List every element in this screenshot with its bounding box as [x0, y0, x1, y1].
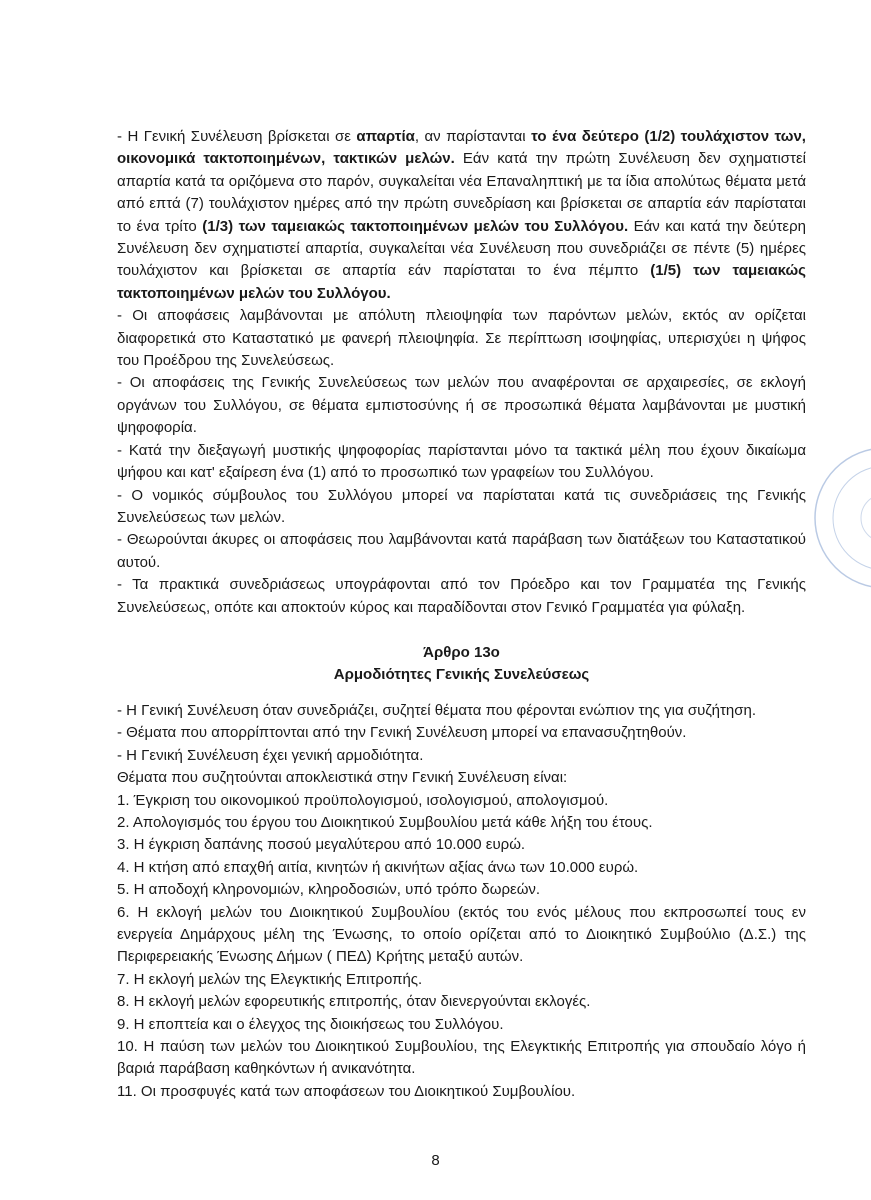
paragraph: - Η Γενική Συνέλευση όταν συνεδριάζει, συζητεί θέματα που φέρονται ενώπιον της για συζήτηση.: [117, 701, 757, 719]
text-run: Εάν και κατά την δεύτερη Συνέλευση δεν σχηματιστεί απαρτία, συγκαλείται νέα Συνέλευση που συνεδριάζει σε πέντε (5) ημέρες τουλάχιστον και βρίσκεται σε απαρτία εάν παρίσταται το ένα πέμπτο: [117, 217, 806, 280]
article-13-body: [117, 700, 806, 1103]
paragraph: [117, 440, 806, 485]
list-item: 11. Οι προσφυγές κατά των αποφάσεων του Διοικητικού Συμβουλίου.: [117, 1082, 576, 1100]
paragraph: [117, 126, 806, 305]
list-item: 2. Απολογισμός του έργου του Διοικητικού Συμβουλίου μετά κάθε λήξη του έτους.: [117, 813, 653, 831]
text-run: - Οι αποφάσεις της Γενικής Συνελεύσεως των μελών που αναφέρονται σε αρχαιρεσίες, σε εκλογή οργάνων του Συλλόγου, σε θέματα εμπιστοσύνης ή σε προσωπικά θέματα λαμβάνονται με μυστική ψηφοφορία.: [117, 374, 806, 437]
list-item: 6. Η εκλογή μελών του Διοικητικού Συμβουλίου (εκτός του ενός μέλους που εκπροσωπεί τους εν ενεργεία Δημάρχους μέλη της Ένωσης, το οποίο ορίζεται από το Διοικητικό Συμβούλιο (Δ.Σ.) της Περιφερειακής Ένωσης Δήμων ( ΠΕΔ) Κρήτης μεταξύ αυτών.: [117, 903, 806, 966]
list-item: 1. Έγκριση του οικονομικού προϋπολογισμού, ισολογισμού, απολογισμού.: [117, 791, 609, 809]
bold-text: (1/5) των ταμειακώς τακτοποιημένων μελών του Συλλόγου.: [117, 262, 806, 302]
list-item: 4. Η κτήση από επαχθή αιτία, κινητών ή ακινήτων αξίας άνω των 10.000 ευρώ.: [117, 858, 639, 876]
text-run: - Οι αποφάσεις λαμβάνονται με απόλυτη πλειοψηφία των παρόντων μελών, εκτός αν ορίζεται διαφορετικά στο Καταστατικό με φανερή πλειοψηφία. Σε περίπτωση ισοψηφίας, υπερισχύει η ψήφος του Προέδρου της Συνελεύσεως.: [117, 307, 806, 370]
list-item: 9. Η εποπτεία και ο έλεγχος της διοικήσεως του Συλλόγου.: [117, 1015, 504, 1033]
article-heading: [117, 642, 806, 686]
text-run: - Ο νομικός σύμβουλος του Συλλόγου μπορεί να παρίσταται κατά τις συνεδριάσεις της Γενικής Συνελεύσεως των μελών.: [117, 486, 806, 526]
paragraph: [117, 485, 806, 530]
list-item: 8. Η εκλογή μελών εφορευτικής επιτροπής, όταν διενεργούνται εκλογές.: [117, 993, 591, 1011]
list-item: 10. Η παύση των μελών του Διοικητικού Συμβουλίου, της Ελεγκτικής Επιτροπής για σπουδαίο λόγο ή βαριά παράβαση καθηκόντων ή ανικανότητα.: [117, 1038, 806, 1078]
bold-text: (1/3) των ταμειακώς τακτοποιημένων μελών του Συλλόγου.: [202, 217, 629, 235]
text-run: - Θεωρούνται άκυρες οι αποφάσεις που λαμβάνονται κατά παράβαση των διατάξεων του Καταστατικού αυτού.: [117, 531, 806, 571]
paragraph: - Η Γενική Συνέλευση έχει γενική αρμοδιότητα.: [117, 746, 424, 764]
text-run: , αν παρίστανται: [414, 128, 532, 145]
text-run: - Τα πρακτικά συνεδριάσεως υπογράφονται από τον Πρόεδρο και τον Γραμματέα της Γενικής Συνελεύσεως, οπότε και αποκτούν κύρος και παραδίδονται στον Γενικό Γραμματέα για φύλαξη.: [117, 576, 806, 616]
bold-text: το ένα δεύτερο (1/2) τουλάχιστον των, οικονομικά τακτοποιημένων, τακτικών μελών.: [117, 128, 806, 168]
circular-stamp-icon: [800, 430, 871, 605]
paragraph: - Θέματα που απορρίπτονται από την Γενική Συνέλευση μπορεί να επανασυζητηθούν.: [117, 724, 687, 742]
text-run: - Η Γενική Συνέλευση βρίσκεται σε: [117, 128, 357, 145]
article-title: Αρμοδιότητες Γενικής Συνελεύσεως: [333, 665, 590, 683]
text-run: Εάν κατά την πρώτη Συνέλευση δεν σχηματιστεί απαρτία κατά τα οριζόμενα στο παρόν, συγκαλείται νέα Επαναληπτική με τα ίδια απολύτως θέματα μετά από επτά (7) τουλάχιστον ημέρες από την πρώτη συνεδρίαση και βρίσκεται σε απαρτία εάν παρίσταται το ένα τρίτο: [117, 150, 807, 235]
list-item: 3. Η έγκριση δαπάνης ποσού μεγαλύτερου από 10.000 ευρώ.: [117, 836, 526, 854]
paragraph: Θέματα που συζητούνται αποκλειστικά στην Γενική Συνέλευση είναι:: [117, 769, 568, 787]
paragraph: [117, 529, 806, 574]
list-item: 7. Η εκλογή μελών της Ελεγκτικής Επιτροπής.: [117, 970, 423, 988]
article-number: Άρθρο 13ο: [423, 643, 500, 661]
document-page: [117, 126, 806, 1103]
paragraph: [117, 574, 806, 619]
list-item: 5. Η αποδοχή κληρονομιών, κληροδοσιών, υπό τρόπο δωρεών.: [117, 881, 541, 899]
bold-text: απαρτία: [356, 128, 415, 145]
page-number: 8: [431, 1152, 440, 1169]
paragraph: [117, 372, 806, 439]
quorum-section: [117, 126, 806, 619]
text-run: - Κατά την διεξαγωγή μυστικής ψηφοφορίας παρίστανται μόνο τα τακτικά μέλη που έχουν δικαίωμα ψήφου και κατ' εξαίρεση ένα (1) από το προσωπικό των γραφείων του Συλλόγου.: [117, 441, 806, 482]
paragraph: [117, 305, 806, 372]
